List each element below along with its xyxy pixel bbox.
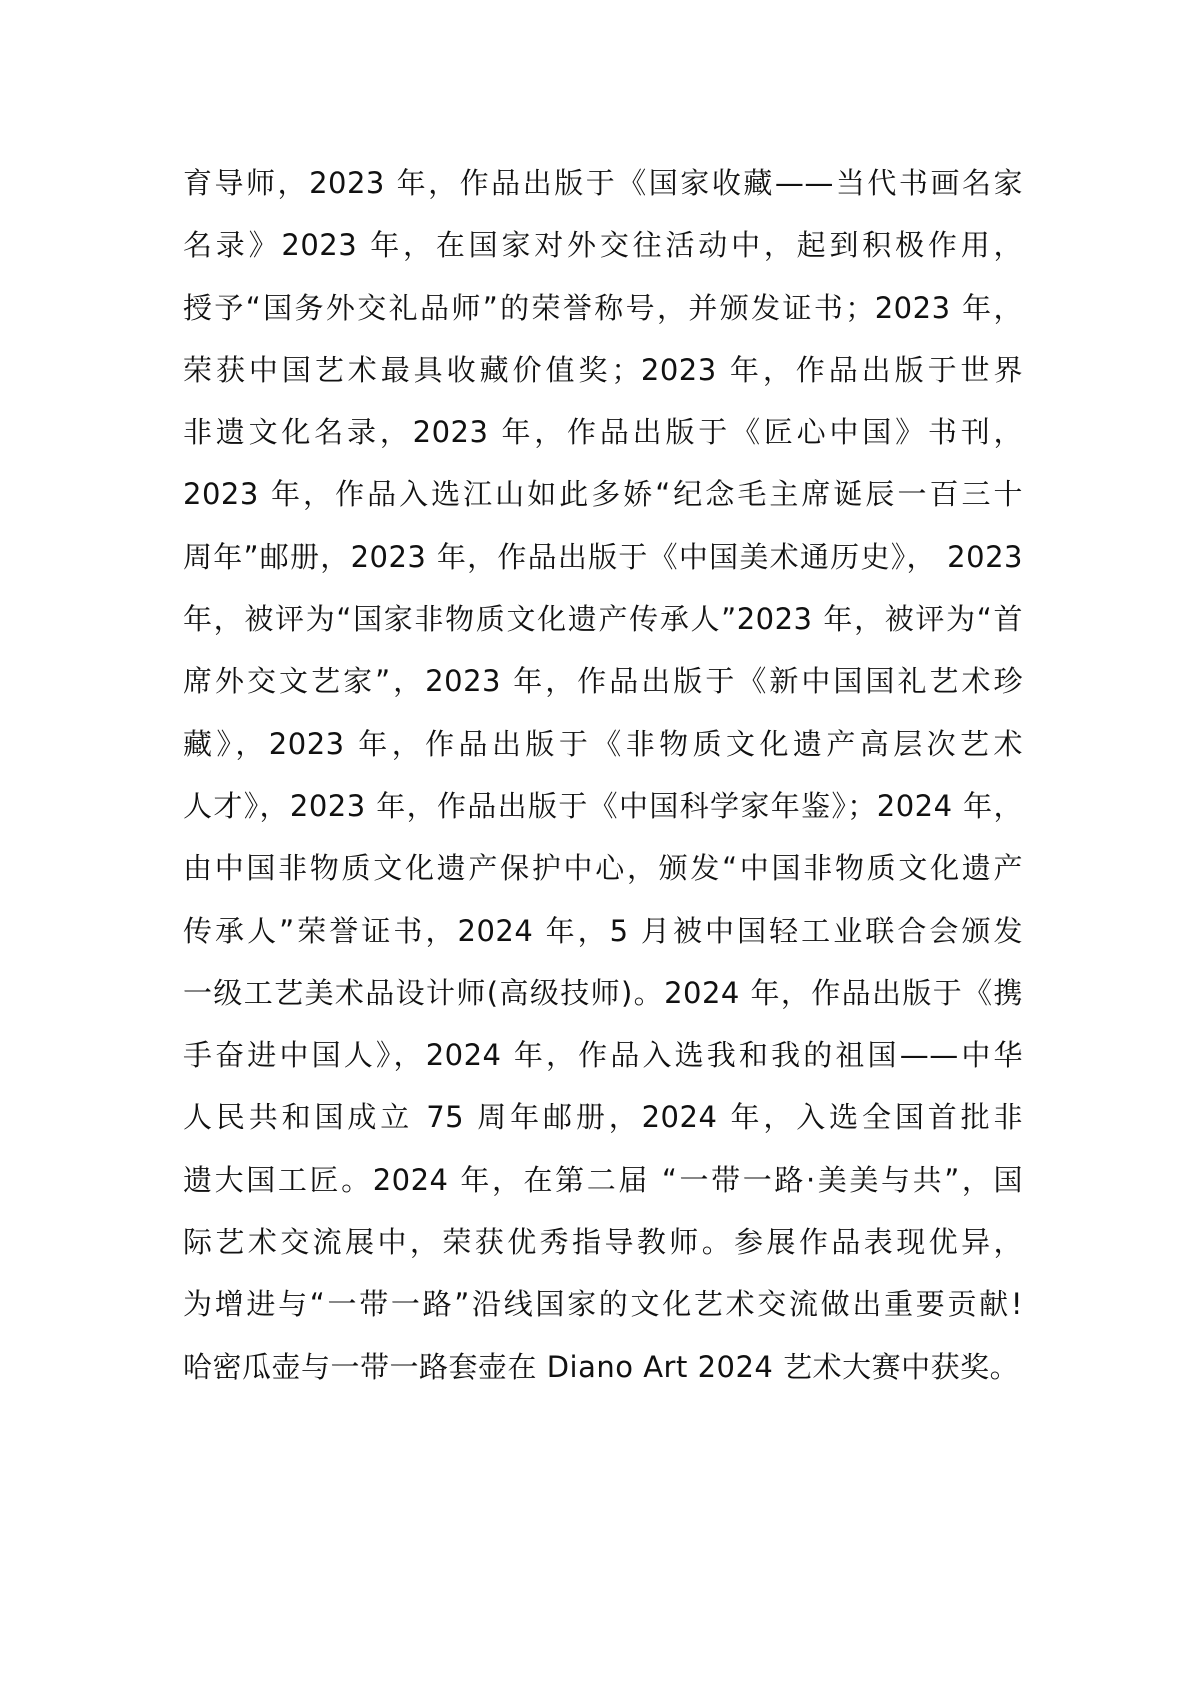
text-line: 周年”邮册，2023 年，作品出版于《中国美术通历史》， 2023 (183, 539, 1023, 574)
text-line: 际艺术交流展中，荣获优秀指导教师。参展作品表现优异， (183, 1225, 1023, 1260)
text-line: 一级工艺美术品设计师(高级技师)。2024 年，作品出版于《携 (183, 975, 1023, 1010)
text-line: 传承人”荣誉证书，2024 年，5 月被中国轻工业联合会颁发 (183, 913, 1023, 948)
text-line: 非遗文化名录，2023 年，作品出版于《匠心中国》书刊， (183, 415, 1023, 450)
text-line: 藏》，2023 年，作品出版于《非物质文化遗产高层次艺术 (183, 726, 1023, 761)
text-line: 手奋进中国人》，2024 年，作品入选我和我的祖国——中华 (183, 1038, 1023, 1073)
text-line: 年，被评为“国家非物质文化遗产传承人”2023 年，被评为“首 (183, 602, 1023, 637)
text-line: 荣获中国艺术最具收藏价值奖；2023 年，作品出版于世界 (183, 352, 1023, 387)
text-line: 育导师，2023 年，作品出版于《国家收藏——当代书画名家 (183, 166, 1023, 200)
text-line: 由中国非物质文化遗产保护中心，颁发“中国非物质文化遗产 (183, 851, 1023, 886)
text-line: 2023 年，作品入选江山如此多娇“纪念毛主席诞辰一百三十 (183, 477, 1023, 512)
text-line: 人民共和国成立 75 周年邮册，2024 年，入选全国首批非 (183, 1100, 1023, 1135)
text-line: 席外交文艺家”，2023 年，作品出版于《新中国国礼艺术珍 (183, 664, 1023, 699)
body-paragraph (183, 152, 1023, 1398)
text-line: 名录》2023 年，在国家对外交往活动中，起到积极作用， (183, 228, 1023, 263)
text-line: 授予“国务外交礼品师”的荣誉称号，并颁发证书；2023 年， (183, 290, 1023, 325)
text-line: 为增进与“一带一路”沿线国家的文化艺术交流做出重要贡献! (183, 1287, 1023, 1322)
text-line: 哈密瓜壶与一带一路套壶在 Diano Art 2024 艺术大赛中获奖。 (183, 1349, 1020, 1384)
text-line: 人才》，2023 年，作品出版于《中国科学家年鉴》；2024 年， (183, 788, 1023, 823)
text-line: 遗大国工匠。2024 年，在第二届 “一带一路·美美与共”，国 (183, 1162, 1023, 1197)
